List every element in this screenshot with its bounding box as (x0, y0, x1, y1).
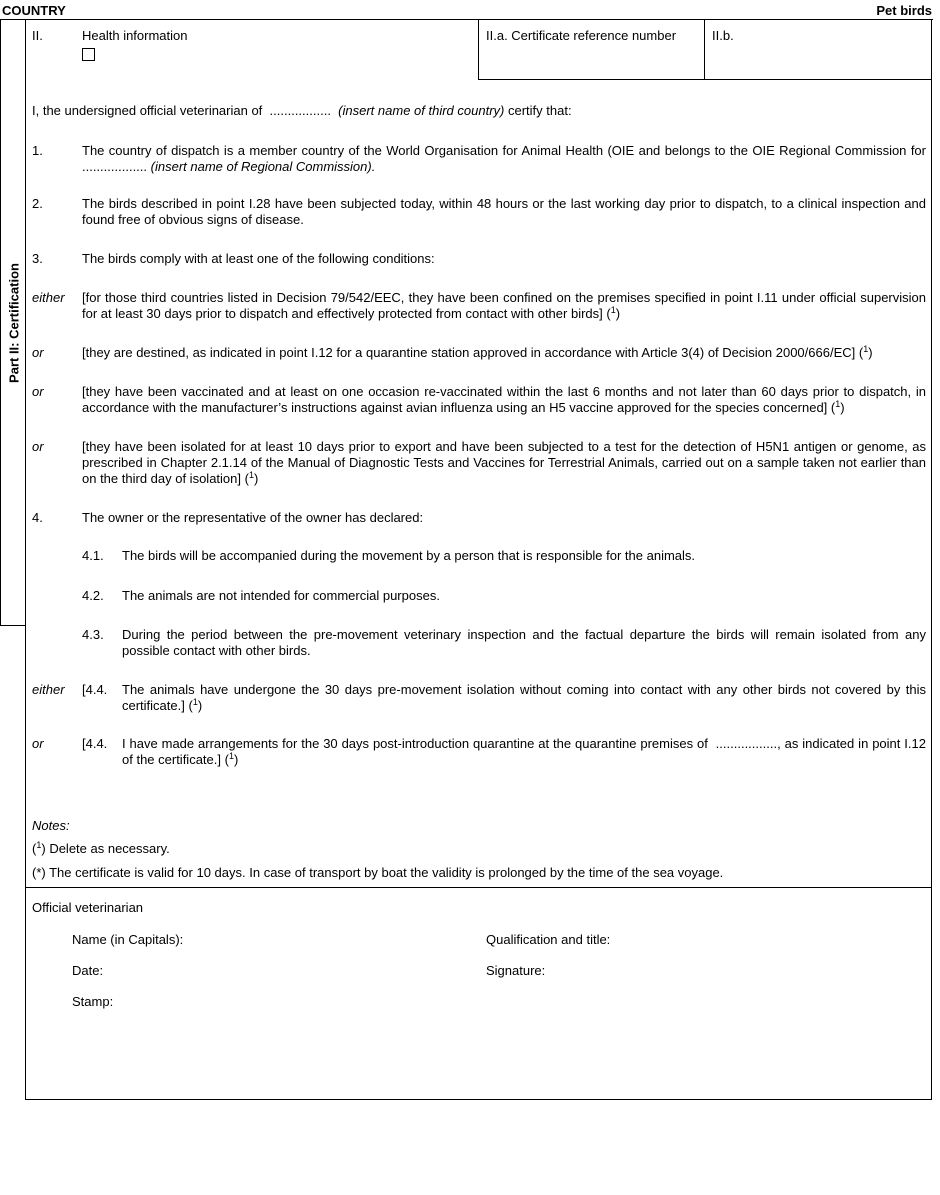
clause-4-4a-text: The animals have undergone the 30 days pre-movement isolation without coming into contact with any other birds not covered by this certificate.] ($^1$) (122, 682, 926, 713)
note-1: ($^1$) Delete as necessary. (32, 840, 170, 856)
clause-4-1-text: The birds will be accompanied during the movement by a person that is responsible for the animals. (122, 548, 696, 563)
frame-top (0, 19, 933, 20)
section-number: II. (32, 28, 43, 43)
intro-statement: I, the undersigned official veterinarian of ................. (insert name of third country) certify that: (32, 103, 572, 118)
condition-1-text: [for those third countries listed in Decision 79/542/EEC, they have been confined on the premises specified in point I.11 under official supervision for at least 30 days prior to dispatch and effectively protected from contact with other birds] ($^1$) (82, 290, 926, 321)
clause-4-3-text: During the period between the pre-movement veterinary inspection and the factual departure the birds will remain isolated from any possible contact with other birds. (122, 627, 926, 658)
condition-2-text: [they are destined, as indicated in point I.12 for a quarantine station approved in accordance with Article 3(4) of Decision 2000/666/EC] ($^1$) (82, 344, 873, 360)
clause-4-4b-number: [4.4. (82, 736, 108, 751)
health-info-checkbox[interactable] (82, 48, 95, 61)
frame-bottom (25, 1099, 932, 1100)
frame-box-bottom (478, 79, 932, 80)
condition-1-label: either (32, 290, 65, 305)
frame-box-divider-2 (704, 19, 705, 80)
clause-4-3-number: 4.3. (82, 627, 104, 642)
clause-3-number: 3. (32, 251, 43, 266)
clause-4-4a-number: [4.4. (82, 682, 108, 697)
clause-2-text: The birds described in point I.28 have been subjected today, within 48 hours or the last working day prior to dispatch, to a clinical inspection and found free of obvious signs of disease. (82, 196, 926, 227)
condition-3-label: or (32, 384, 44, 399)
health-information-title: Health information (82, 28, 188, 43)
frame-left-outer (0, 19, 1, 626)
condition-3-text: [they have been vaccinated and at least on one occasion re-vaccinated within the last 6 months and not later than 60 days prior to dispatch, in accordance with the manufacturer’s instructions against avian influenza using an H5 vaccine approved for the species concerned] ($^1$) (82, 384, 926, 415)
frame-signature-top (25, 887, 932, 888)
frame-box-divider-1 (478, 19, 479, 80)
clause-4-1-number: 4.1. (82, 548, 104, 563)
part-ii-side-label: Part II: Certification (6, 263, 22, 383)
official-veterinarian-title: Official veterinarian (32, 900, 144, 915)
clause-4-4b-text: I have made arrangements for the 30 days post-introduction quarantine at the quarantine premises of ................., as indicated in point I.12 of the certificate.] ($^1$) (122, 736, 926, 767)
signature-label: Signature: (486, 963, 546, 978)
iib-label: II.b. (712, 28, 734, 43)
clause-2-number: 2. (32, 196, 43, 211)
notes-title: Notes: (32, 818, 70, 833)
certificate-type-label: Pet birds (876, 3, 932, 18)
clause-1-number: 1. (32, 143, 43, 158)
clause-4-2-number: 4.2. (82, 588, 104, 603)
condition-4-label: or (32, 439, 44, 454)
clause-4-2-text: The animals are not intended for commercial purposes. (122, 588, 440, 603)
clause-3-text: The birds comply with at least one of the following conditions: (82, 251, 435, 266)
frame-right (931, 19, 932, 1100)
note-2: (*) The certificate is valid for 10 days. In case of transport by boat the validity is prolonged by the time of the sea voyage. (32, 865, 724, 880)
condition-2-label: or (32, 345, 44, 360)
clause-4-text: The owner or the representative of the owner has declared: (82, 510, 424, 525)
clause-4-number: 4. (32, 510, 43, 525)
date-label: Date: (72, 963, 104, 978)
certificate-reference-label: II.a. Certificate reference number (486, 28, 677, 43)
condition-4-text: [they have been isolated for at least 10 days prior to export and have been subjected to a test for the detection of H5N1 antigen or genome, as prescribed in Chapter 2.1.14 of the Manual of Diagnostic Tests and Vaccines for Terrestrial Animals, carried out on a sample taken not earlier than on the third day of isolation] ($^1$) (82, 439, 926, 486)
stamp-label: Stamp: (72, 994, 114, 1009)
clause-4-4a-label: either (32, 682, 65, 697)
name-capitals-label: Name (in Capitals): (72, 932, 184, 947)
qualification-title-label: Qualification and title: (486, 932, 611, 947)
clause-1-text: The country of dispatch is a member country of the World Organisation for Animal Health (OIE and belongs to the OIE Regional Commission for .................. (insert name of Regional Commission). (82, 143, 926, 174)
frame-left-inner (25, 19, 26, 1100)
country-label: COUNTRY (2, 3, 66, 18)
clause-4-4b-label: or (32, 736, 44, 751)
